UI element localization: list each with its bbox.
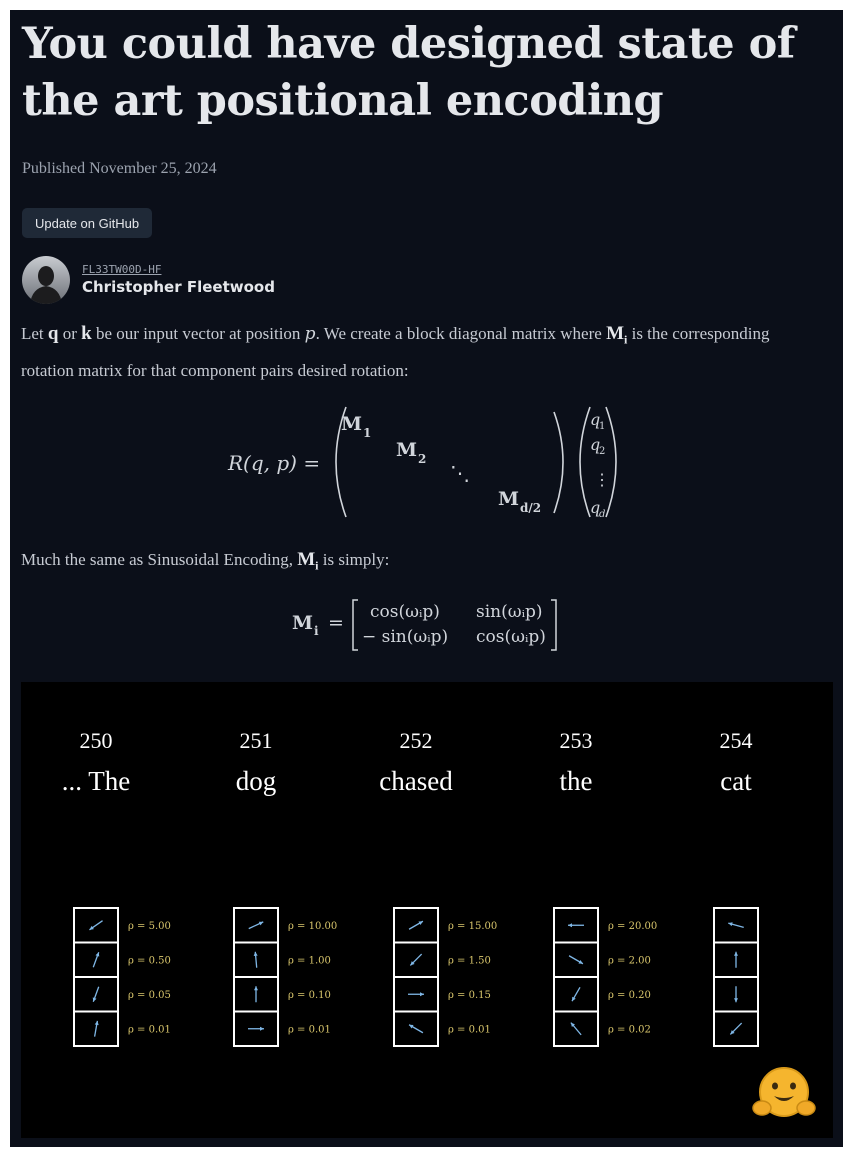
text: is the corresponding rotation matrix for that component pairs desired rotation:: [21, 324, 770, 381]
position-label: 252: [399, 728, 433, 753]
rho-label: ρ = 2.00: [608, 955, 651, 967]
eq1-dots: ⋱: [450, 461, 470, 485]
hugging-face-logo: [752, 1066, 816, 1127]
eq1-sub-d2: d/2: [520, 501, 542, 515]
rope-diagram-svg: [21, 682, 833, 1138]
eq1-block-2: M: [396, 439, 418, 461]
rope-diagram: [21, 682, 833, 1138]
rho-label: ρ = 0.10: [288, 990, 331, 1001]
text: is simply:: [318, 550, 390, 569]
eq2-r2c1: − sin(ωᵢp): [362, 627, 449, 647]
eq2-r1c1: cos(ωᵢp): [370, 602, 440, 622]
update-on-github-button[interactable]: Update on GitHub: [22, 208, 152, 238]
rotation-matrix-equation: [10, 10, 843, 670]
math-k: k: [81, 323, 92, 344]
token-word: the: [559, 766, 593, 796]
rotation-arrowhead: [254, 986, 258, 990]
eq1-vec-q1: q: [590, 410, 601, 429]
rho-label: ρ = 0.02: [608, 1024, 651, 1036]
eq2-lhs: M: [292, 612, 314, 634]
rotation-arrowhead: [568, 923, 572, 927]
rho-label: ρ = 5.00: [128, 921, 171, 932]
rho-label: ρ = 1.50: [448, 955, 491, 967]
rho-label: ρ = 0.05: [128, 990, 171, 1001]
eq2-right-bracket: [551, 600, 556, 650]
text: or: [58, 324, 82, 343]
math-M: M: [297, 549, 316, 570]
eq2-lhs-sub: i: [314, 624, 319, 638]
article-page: [10, 10, 843, 1147]
eq1-vec-sub-2: 2: [599, 446, 606, 457]
token-word: chased: [379, 766, 453, 796]
rho-label: ρ = 0.20: [608, 990, 651, 1001]
token-word: cat: [720, 766, 752, 796]
rho-label: ρ = 0.15: [448, 990, 491, 1001]
eq1-vec-sub-1: 1: [599, 421, 606, 432]
math-M: M: [606, 323, 624, 344]
rho-label: ρ = 15.00: [448, 921, 498, 932]
text: . We create a block diagonal matrix where: [315, 324, 607, 343]
rotation-arrowhead: [734, 998, 738, 1002]
text: be our input vector at position: [91, 324, 305, 343]
position-label: 253: [559, 728, 593, 753]
position-label: 251: [239, 728, 273, 753]
author-username-link[interactable]: FL33TW00D-HF: [82, 263, 162, 276]
eq1-vec-sub-d: d: [599, 509, 606, 520]
eq1-sub-2: 2: [418, 452, 427, 466]
rotation-arrowhead: [254, 952, 258, 956]
eq1-vec-qd: q: [590, 498, 601, 517]
rho-label: ρ = 0.01: [128, 1024, 171, 1036]
math-q: q: [47, 323, 59, 344]
eq1-vec-vdots: ⋮: [594, 470, 610, 489]
rotation-arrowhead: [734, 952, 738, 956]
math-sub-i: i: [624, 332, 628, 347]
eq1-sub-1: 1: [363, 426, 372, 440]
author-name[interactable]: Christopher Fleetwood: [82, 278, 275, 296]
token-word: ... The: [61, 766, 131, 796]
article-title: You could have designed state of the art positional encoding: [22, 19, 795, 126]
eq1-lhs: R(q, p) =: [228, 451, 321, 475]
position-label: 250: [79, 728, 113, 753]
rotation-arrowhead: [260, 1027, 264, 1031]
rho-label: ρ = 1.00: [288, 955, 331, 967]
published-date: Published November 25, 2024: [22, 160, 217, 177]
eq2-left-bracket: [353, 600, 358, 650]
token-word: dog: [235, 766, 277, 796]
rho-label: ρ = 20.00: [608, 921, 658, 932]
rho-label: ρ = 10.00: [288, 921, 338, 932]
rho-label: ρ = 0.50: [128, 955, 171, 967]
text: Much the same as Sinusoidal Encoding,: [21, 550, 298, 569]
eq2-r2c2: cos(ωᵢp): [476, 627, 546, 647]
rho-label: ρ = 0.01: [448, 1024, 491, 1036]
position-label: 254: [719, 728, 753, 753]
hugging-face-icon: [752, 1066, 816, 1122]
eq2-equals: =: [328, 612, 344, 634]
math-sub-i: i: [315, 558, 319, 573]
math-p: p: [304, 324, 316, 344]
text: Let: [21, 324, 48, 343]
eq1-block-d2: M: [498, 488, 520, 510]
eq1-vec-q2: q: [590, 435, 601, 454]
eq1-block-1: M: [341, 413, 363, 435]
rotation-arrowhead: [420, 992, 424, 996]
rho-label: ρ = 0.01: [288, 1024, 331, 1036]
eq2-r1c2: sin(ωᵢp): [476, 602, 543, 622]
